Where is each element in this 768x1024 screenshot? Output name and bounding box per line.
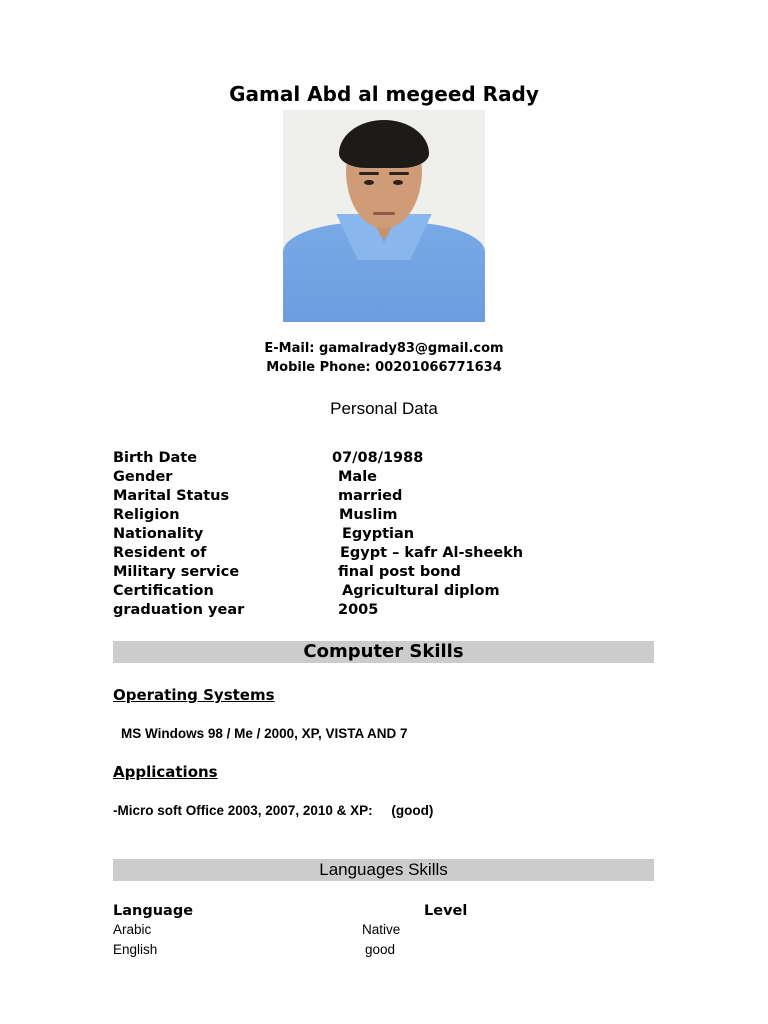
military-service-label: Military service [113, 564, 240, 580]
level-column-header: Level [424, 903, 468, 919]
birth-date-label: Birth Date [113, 450, 198, 466]
language-row-english: English [113, 942, 158, 957]
religion-label: Religion [113, 507, 180, 523]
email-line: E-Mail: gamalrady83@gmail.com [264, 341, 504, 356]
languages-skills-section-title: Languages Skills [113, 859, 654, 881]
graduation-year-label: graduation year [113, 602, 245, 618]
certification-label: Certification [113, 583, 214, 599]
marital-status-value: married [338, 488, 403, 504]
operating-systems-heading: Operating Systems [113, 686, 275, 704]
language-column-header: Language [113, 903, 194, 919]
gender-label: Gender [113, 469, 173, 485]
phone-line: Mobile Phone: 00201066771634 [266, 360, 502, 375]
applications-item: -Micro soft Office 2003, 2007, 2010 & XP: (good) [113, 803, 434, 818]
gender-value: Male [338, 469, 378, 485]
religion-value: Muslim [339, 507, 398, 523]
operating-systems-item: MS Windows 98 / Me / 2000, XP, VISTA AND 7 [121, 726, 408, 741]
resident-label: Resident of [113, 545, 207, 561]
level-row-arabic: Native [362, 922, 401, 937]
certification-value: Agricultural diplom [342, 583, 500, 599]
birth-date-value: 07/08/1988 [332, 450, 424, 466]
language-row-arabic: Arabic [113, 922, 152, 937]
applications-heading: Applications [113, 763, 218, 781]
profile-photo [283, 110, 485, 322]
nationality-value: Egyptian [342, 526, 415, 542]
level-row-english: good [365, 942, 396, 957]
computer-skills-section-title: Computer Skills [113, 641, 654, 663]
resident-value: Egypt – kafr Al-sheekh [340, 545, 524, 561]
marital-status-label: Marital Status [113, 488, 230, 504]
personal-data-title: Personal Data [330, 399, 438, 418]
military-service-value: final post bond [338, 564, 461, 580]
nationality-label: Nationality [113, 526, 204, 542]
resume-name: Gamal Abd al megeed Rady [229, 82, 539, 106]
graduation-year-value: 2005 [338, 602, 379, 618]
